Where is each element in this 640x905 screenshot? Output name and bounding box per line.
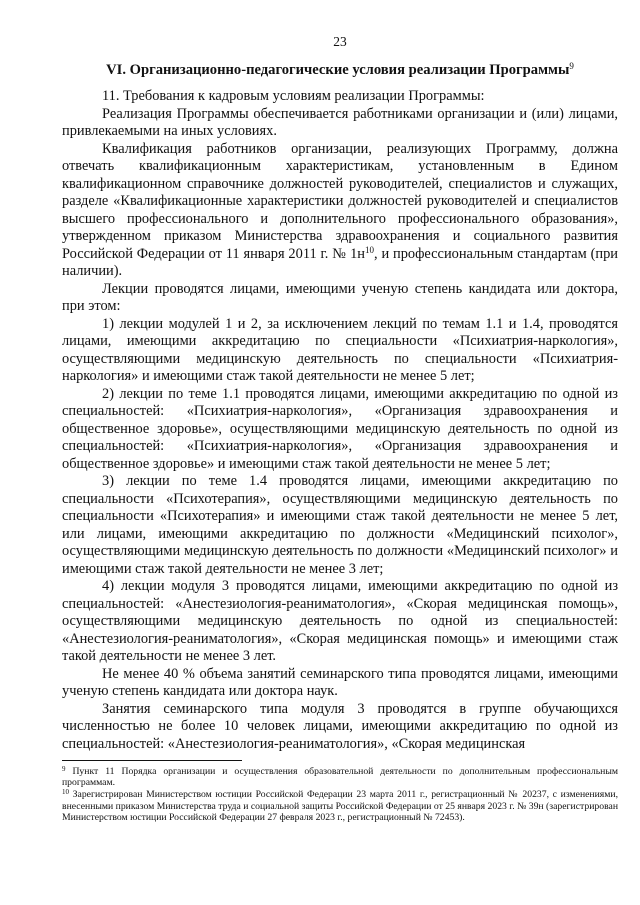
heading-footnote-mark: 9 [569,61,574,71]
list-item-2: 2) лекции по теме 1.1 проводятся лицами, имеющими аккредитацию по одной из специальностей: «Психиатрия-наркология», «Организация здравоохранения и общественное здоровье», осуществляющими медицинскую деятельность по одной из специальностей: «Психиатрия-наркология», «Организация здравоохранения и общественное здоровье» и имеющими стаж такой деятельности не менее 5 лет; [62,385,618,472]
footnote-10: $^{10}$ Зарегистрирован Министерством юстиции Российской Федерации 23 марта 2011 г., регистрационный № 20237, с изменениями, внесенными приказом Министерства труда и социальной защиты Российской Федерации от 25 января 2023 г. № 39н (зарегистрирован Министерством юстиции Российской Федерации 27 февраля 2023 г., регистрационный № 72453). [62,788,618,823]
paragraph-lectures-intro: Лекции проводятся лицами, имеющими ученую степень кандидата или доктора, при этом: [62,280,618,314]
list-item-3: 3) лекции по теме 1.4 проводятся лицами, имеющими аккредитацию по специальности «Психотерапия», осуществляющими медицинскую деятельность по специальности «Психотерапия» и имеющими стаж такой деятельности не менее 5 лет, или лицами, имеющими аккредитацию по должности «Медицинский психолог», осуществляющими медицинскую деятельность по должности «Медицинский психолог» и имеющими стаж такой деятельности не менее 3 лет; [62,473,618,577]
paragraph-qualification: Квалификация работников организации, реализующих Программу, должна отвечать квалификационным характеристикам, установленным в Едином квалификационном справочнике должностей руководителей, специалистов и служащих, разделе «Квалификационные характеристики должностей руководителей и специалистов высшего профессионального и дополнительного профессионального образования», утвержденном приказом Министерства здравоохранения и социального развития Российской Федерации от 11 января 2011 г. № $1н^{10}$, и профессиональным стандартам (при наличии). [62,140,618,279]
paragraph-seminar-share: Не менее 40 % объема занятий семинарского типа проводятся лицами, имеющими ученую степень кандидата или доктора наук. [62,665,618,699]
section-heading [62,62,618,79]
page-number: 23 [333,34,347,49]
paragraph-implementation: Реализация Программы обеспечивается работниками организации и (или) лицами, привлекаемыми на иных условиях. [62,105,618,139]
body-text [62,88,618,753]
section-heading-text: VI. Организационно-педагогические условия реализации Программы [106,62,570,78]
footnote-ref-10: 10 [365,244,374,255]
footnote-divider [62,760,242,761]
footnotes [62,760,618,824]
list-item-4: 4) лекции модуля 3 проводятся лицами, имеющими аккредитацию по одной из специальностей: «Анестезиология-реаниматология», «Скорая медицинская помощь», осуществляющими медицинскую деятельность по одной из специальностей: «Анестезиология-реаниматология», «Скорая медицинская помощь» и имеющими стаж такой деятельности не менее 3 лет. [62,578,618,664]
paragraph-requirements: 11. Требования к кадровым условиям реализации Программы: [102,88,485,104]
paragraph-seminar-module3: Занятия семинарского типа модуля 3 проводятся в группе обучающихся численностью не более 10 человек лицами, имеющими аккредитацию по одной из специальностей: «Анестезиология-реаниматология», «Скорая медицинская [62,700,618,752]
footnote-9: $^9$ Пункт 11 Порядка организации и осуществления образовательной деятельности по дополнительным профессиональным программам. [62,765,619,789]
list-item-1: 1) лекции модулей 1 и 2, за исключением лекций по темам 1.1 и 1.4, проводятся лицами, имеющими аккредитацию по специальности «Психиатрия-наркология», осуществляющими медицинскую деятельность по специальности «Психиатрия-наркология» и имеющими стаж такой деятельности не менее 5 лет; [62,315,618,384]
